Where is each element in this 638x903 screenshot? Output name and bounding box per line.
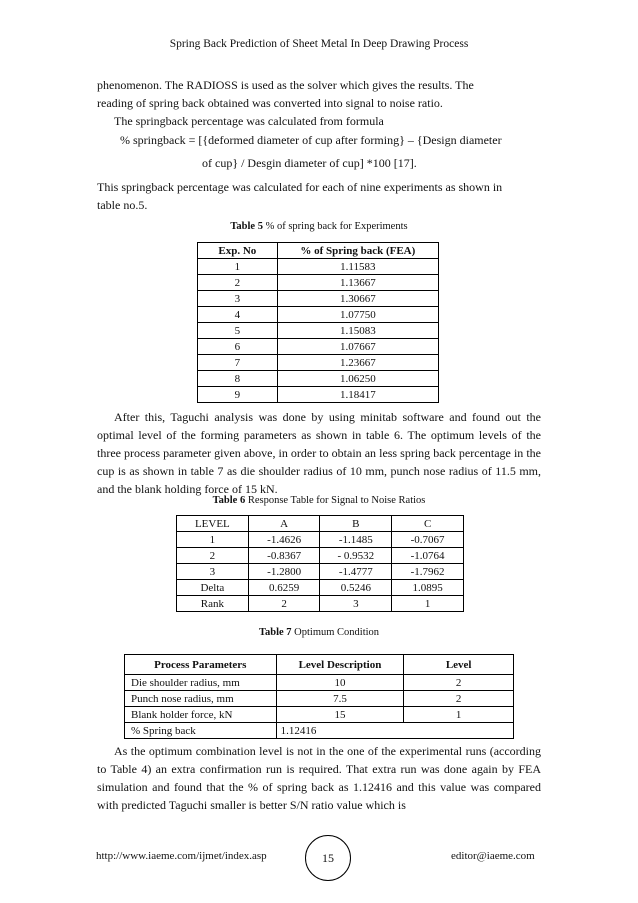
cell: -1.1485 xyxy=(320,532,392,548)
cell: 2 xyxy=(177,548,249,564)
table-row xyxy=(177,596,464,612)
cell: 2 xyxy=(404,691,514,707)
cell: -1.4626 xyxy=(248,532,320,548)
table6 xyxy=(176,515,464,612)
table-row xyxy=(125,675,514,691)
cell: 3 xyxy=(177,564,249,580)
paragraph-line: phenomenon. The RADIOSS is used as the solver which gives the results. The xyxy=(97,78,474,92)
cell: 2 xyxy=(248,596,320,612)
cell: 1 xyxy=(404,707,514,723)
table-row xyxy=(198,275,439,291)
cell: -1.2800 xyxy=(248,564,320,580)
cell: 1 xyxy=(198,259,278,275)
cell: 15 xyxy=(276,707,404,723)
table6-caption: Table 6 Response Table for Signal to Noise Ratios xyxy=(212,495,426,506)
cell: 1.15083 xyxy=(277,323,438,339)
cell: 9 xyxy=(198,387,278,403)
cell: % Spring back xyxy=(125,723,277,739)
cell: 2 xyxy=(198,275,278,291)
table-row xyxy=(198,291,439,307)
column-header: Level Description xyxy=(276,655,404,675)
cell: 5 xyxy=(198,323,278,339)
cell: 7.5 xyxy=(276,691,404,707)
column-header: % of Spring back (FEA) xyxy=(277,243,438,259)
cell: -0.7067 xyxy=(392,532,464,548)
column-header: C xyxy=(392,516,464,532)
cell: 1.0895 xyxy=(392,580,464,596)
cell: 0.6259 xyxy=(248,580,320,596)
cell: Blank holder force, kN xyxy=(125,707,277,723)
paragraph-line: table no.5. xyxy=(97,198,148,212)
paragraph: As the optimum combination level is not in the one of the experimental runs (according to Table 4) an extra confirmation run is required. That extra run was done again by FEA simulation and found that the % of spring back as 1.12416 and this value was compared with predicted Taguchi smaller is better S/N ratio value which is xyxy=(97,744,541,812)
cell: 1.23667 xyxy=(277,355,438,371)
running-header: Spring Back Prediction of Sheet Metal In Deep Drawing Process xyxy=(169,38,469,50)
formula-line: of cup} / Desgin diameter of cup] *100 [17]. xyxy=(202,156,417,170)
table-row xyxy=(177,548,464,564)
table-row xyxy=(177,564,464,580)
table-row xyxy=(198,323,439,339)
page-number: 15 xyxy=(305,835,351,881)
table-row xyxy=(125,723,514,739)
table7-caption: Table 7 Optimum Condition xyxy=(258,627,380,638)
cell: 10 xyxy=(276,675,404,691)
cell: 1 xyxy=(177,532,249,548)
table-header-row xyxy=(177,516,464,532)
cell: -1.0764 xyxy=(392,548,464,564)
cell: Die shoulder radius, mm xyxy=(125,675,277,691)
table-row xyxy=(177,532,464,548)
cell: Punch nose radius, mm xyxy=(125,691,277,707)
table5-caption: Table 5 % of spring back for Experiments xyxy=(230,221,408,232)
table-row xyxy=(125,691,514,707)
cell: 1.13667 xyxy=(277,275,438,291)
footer-email[interactable]: editor@iaeme.com xyxy=(451,850,535,862)
cell: Rank xyxy=(177,596,249,612)
cell: 1.06250 xyxy=(277,371,438,387)
table-row xyxy=(177,580,464,596)
column-header: Process Parameters xyxy=(125,655,277,675)
table-header-row xyxy=(198,243,439,259)
footer-url[interactable]: http://www.iaeme.com/ijmet/index.asp xyxy=(96,850,267,862)
table7 xyxy=(124,654,514,739)
table5 xyxy=(197,242,439,403)
cell: 8 xyxy=(198,371,278,387)
cell: -1.7962 xyxy=(392,564,464,580)
cell: - 0.9532 xyxy=(320,548,392,564)
cell: 3 xyxy=(320,596,392,612)
paragraph-line: The springback percentage was calculated from formula xyxy=(114,114,384,128)
column-header: Exp. No xyxy=(198,243,278,259)
cell: Delta xyxy=(177,580,249,596)
cell: 6 xyxy=(198,339,278,355)
cell: 7 xyxy=(198,355,278,371)
table-row xyxy=(198,355,439,371)
table-row xyxy=(125,707,514,723)
cell: 3 xyxy=(198,291,278,307)
cell: 1.11583 xyxy=(277,259,438,275)
cell: 1.30667 xyxy=(277,291,438,307)
cell: 0.5246 xyxy=(320,580,392,596)
cell: 2 xyxy=(404,675,514,691)
cell: 1.18417 xyxy=(277,387,438,403)
formula-line: % springback = [{deformed diameter of cup after forming} – {Design diameter xyxy=(120,133,502,147)
cell: 1 xyxy=(392,596,464,612)
table-row xyxy=(198,387,439,403)
cell: 1.12416 xyxy=(276,723,513,739)
table-row xyxy=(198,259,439,275)
cell: 1.07750 xyxy=(277,307,438,323)
table-row xyxy=(198,371,439,387)
paragraph-line: This springback percentage was calculated for each of nine experiments as shown in xyxy=(97,180,503,194)
column-header: Level xyxy=(404,655,514,675)
column-header: LEVEL xyxy=(177,516,249,532)
table-row xyxy=(198,339,439,355)
column-header: B xyxy=(320,516,392,532)
table-row xyxy=(198,307,439,323)
paragraph-line: reading of spring back obtained was converted into signal to noise ratio. xyxy=(97,96,443,110)
table-header-row xyxy=(125,655,514,675)
paragraph: After this, Taguchi analysis was done by using minitab software and found out the optimal level of the forming parameters as shown in table 6. The optimum levels of the three process parameter given above, in order to obtain an less spring back percentage in the cup is as shown in table 7 as die shoulder radius of 10 mm, punch nose radius of 11.5 mm, and the blank holding force of 15 kN. xyxy=(97,410,541,496)
cell: 4 xyxy=(198,307,278,323)
cell: -1.4777 xyxy=(320,564,392,580)
cell: -0.8367 xyxy=(248,548,320,564)
cell: 1.07667 xyxy=(277,339,438,355)
column-header: A xyxy=(248,516,320,532)
